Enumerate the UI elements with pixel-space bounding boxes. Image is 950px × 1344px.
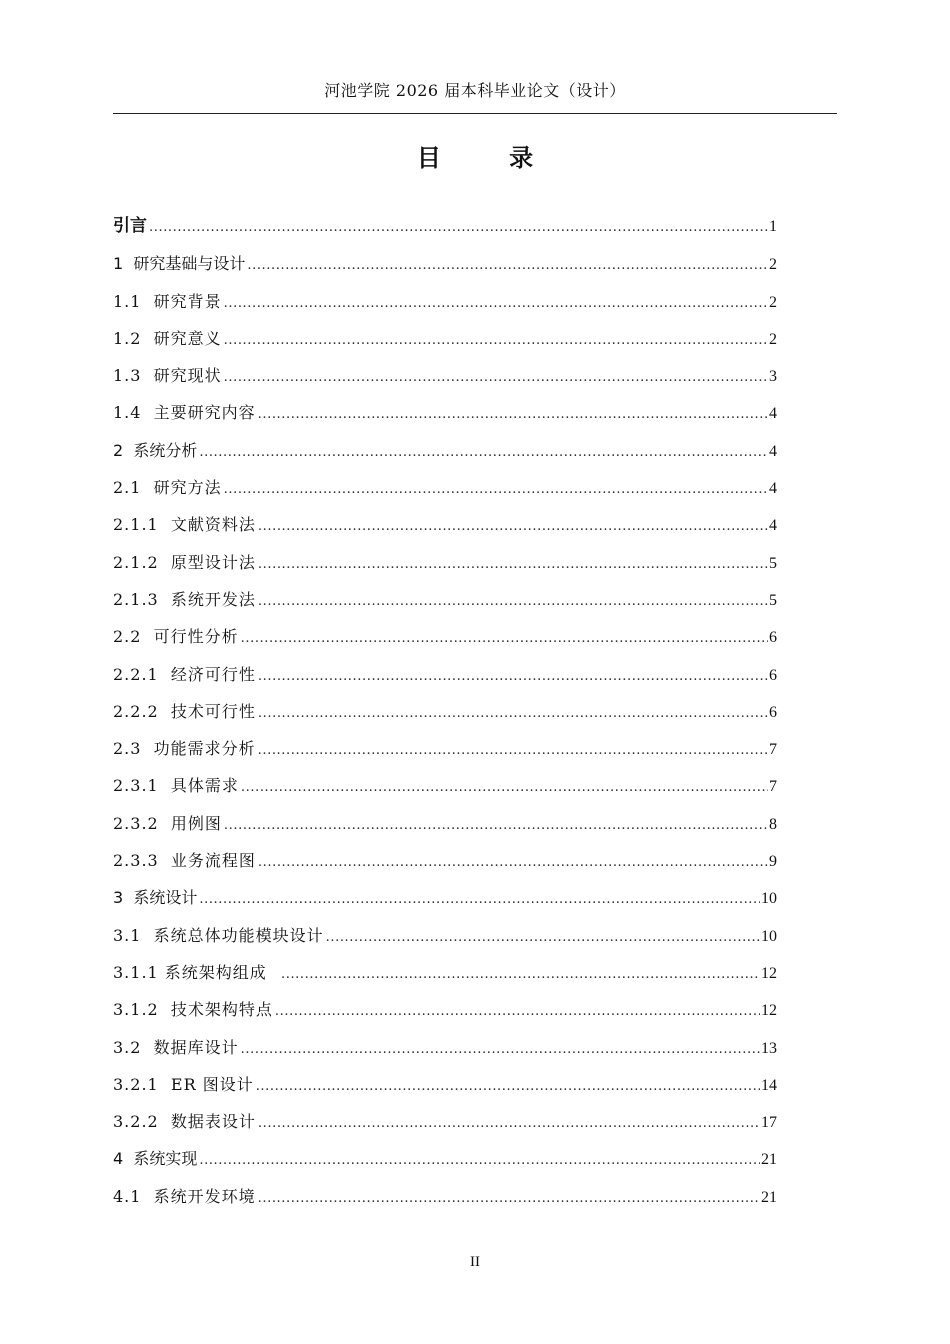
toc-entry-page: 21	[761, 1151, 777, 1169]
toc-dot-leader	[224, 322, 768, 359]
toc-entry-label: 2.2.1 经济可行性	[113, 664, 256, 684]
toc-entry-label: 3.1.1 系统架构组成	[113, 962, 279, 982]
toc-entry-page: 12	[761, 1002, 777, 1020]
toc-entry[interactable]	[113, 656, 777, 693]
toc-entry-label: 3 系统设计	[113, 888, 198, 908]
toc-entry-page: 4	[769, 517, 777, 535]
toc-dot-leader	[256, 1068, 760, 1105]
page-number: II	[470, 1254, 480, 1270]
toc-entry[interactable]	[113, 320, 777, 357]
toc-dot-leader	[258, 508, 768, 545]
toc-entry-page: 10	[761, 927, 777, 945]
toc-dot-leader	[224, 285, 768, 322]
toc-entry[interactable]	[113, 283, 777, 320]
toc-entry[interactable]	[113, 432, 777, 469]
toc-entry-page: 6	[769, 629, 777, 647]
toc-entry[interactable]	[113, 767, 777, 804]
header-divider	[113, 113, 837, 114]
toc-entry-label: 4 系统实现	[113, 1149, 198, 1169]
toc-entry-page: 5	[769, 591, 777, 609]
toc-entry[interactable]	[113, 544, 777, 581]
toc-entry-label: 1 研究基础与设计	[113, 254, 246, 274]
toc-entry[interactable]	[113, 1178, 777, 1215]
toc-entry-label: 2.3.2 用例图	[113, 813, 222, 833]
toc-dot-leader	[281, 956, 760, 993]
toc-dot-leader	[149, 209, 768, 246]
toc-entry[interactable]	[113, 1066, 777, 1103]
toc-entry-page: 6	[769, 666, 777, 684]
toc-dot-leader	[258, 583, 768, 620]
toc-dot-leader	[258, 396, 768, 433]
toc-entry-label: 2.1 研究方法	[113, 478, 222, 498]
toc-entry-page: 2	[769, 293, 777, 311]
running-header: 河池学院 2026 届本科毕业论文（设计）	[324, 81, 626, 100]
toc-entry-page: 2	[769, 330, 777, 348]
toc-dot-leader	[258, 546, 768, 583]
toc-entry-label: 2.2 可行性分析	[113, 627, 239, 647]
toc-entry[interactable]	[113, 208, 777, 245]
toc-entry[interactable]	[113, 1140, 777, 1177]
toc-entry-label: 1.2 研究意义	[113, 328, 222, 348]
toc-entry-page: 10	[761, 890, 777, 908]
toc-entry-label: 3.2.2 数据表设计	[113, 1112, 256, 1132]
table-of-contents	[113, 208, 777, 1215]
toc-entry[interactable]	[113, 917, 777, 954]
toc-entry-page: 4	[769, 405, 777, 423]
toc-entry-page: 7	[769, 741, 777, 759]
toc-entry-label: 3.2 数据库设计	[113, 1037, 239, 1057]
toc-entry[interactable]	[113, 842, 777, 879]
toc-entry[interactable]	[113, 991, 777, 1028]
toc-dot-leader	[224, 471, 768, 508]
toc-entry[interactable]	[113, 1103, 777, 1140]
toc-entry-page: 4	[769, 480, 777, 498]
toc-entry[interactable]	[113, 730, 777, 767]
toc-entry-page: 6	[769, 703, 777, 721]
toc-title: 目 录	[416, 144, 564, 172]
toc-dot-leader	[241, 1031, 760, 1068]
toc-dot-leader	[258, 695, 768, 732]
toc-entry-label: 2.1.1 文献资料法	[113, 515, 256, 535]
toc-entry-page: 3	[769, 368, 777, 386]
toc-dot-leader	[241, 620, 768, 657]
toc-dot-leader	[199, 1142, 760, 1179]
toc-entry-page: 9	[769, 853, 777, 871]
toc-entry-label: 3.1 系统总体功能模块设计	[113, 925, 324, 945]
toc-entry-page: 21	[761, 1188, 777, 1206]
toc-entry-page: 7	[769, 778, 777, 796]
toc-dot-leader	[326, 919, 760, 956]
toc-entry-label: 3.2.1 ER 图设计	[113, 1074, 254, 1094]
toc-entry-label: 2.3.1 具体需求	[113, 776, 239, 796]
toc-entry-label: 1.4 主要研究内容	[113, 403, 256, 423]
toc-dot-leader	[247, 247, 768, 284]
toc-dot-leader	[258, 1105, 760, 1142]
toc-entry-label: 1.3 研究现状	[113, 366, 222, 386]
toc-entry[interactable]	[113, 469, 777, 506]
toc-entry[interactable]	[113, 394, 777, 431]
toc-entry-page: 5	[769, 554, 777, 572]
toc-entry[interactable]	[113, 879, 777, 916]
toc-entry[interactable]	[113, 245, 777, 282]
toc-entry-label: 2.2.2 技术可行性	[113, 701, 256, 721]
toc-entry[interactable]	[113, 506, 777, 543]
toc-entry-label: 2.3 功能需求分析	[113, 739, 256, 759]
toc-entry-page: 2	[769, 256, 777, 274]
toc-entry-label: 2.3.3 业务流程图	[113, 851, 256, 871]
toc-dot-leader	[258, 658, 768, 695]
toc-entry[interactable]	[113, 357, 777, 394]
toc-entry-label: 1.1 研究背景	[113, 291, 222, 311]
toc-dot-leader	[199, 434, 768, 471]
toc-entry-page: 4	[769, 442, 777, 460]
toc-dot-leader	[258, 1180, 760, 1217]
toc-dot-leader	[224, 359, 768, 396]
toc-dot-leader	[275, 993, 760, 1030]
toc-entry-label: 2 系统分析	[113, 440, 198, 460]
toc-dot-leader	[241, 769, 768, 806]
toc-entry-label: 4.1 系统开发环境	[113, 1186, 256, 1206]
toc-entry[interactable]	[113, 618, 777, 655]
toc-dot-leader	[258, 732, 768, 769]
toc-entry-label: 2.1.3 系统开发法	[113, 589, 256, 609]
toc-entry-page: 8	[769, 815, 777, 833]
toc-entry[interactable]	[113, 805, 777, 842]
toc-entry-page: 13	[761, 1039, 777, 1057]
toc-entry-page: 17	[761, 1114, 777, 1132]
toc-entry-page: 1	[769, 218, 777, 235]
toc-entry-label: 3.1.2 技术架构特点	[113, 1000, 273, 1020]
toc-entry-label: 引言	[113, 216, 147, 236]
toc-dot-leader	[199, 881, 760, 918]
toc-dot-leader	[224, 807, 768, 844]
toc-dot-leader	[258, 844, 768, 881]
toc-entry-page: 12	[761, 964, 777, 982]
toc-entry[interactable]	[113, 1029, 777, 1066]
toc-entry-page: 14	[761, 1076, 777, 1094]
toc-entry[interactable]	[113, 581, 777, 618]
toc-entry[interactable]	[113, 954, 777, 991]
toc-entry[interactable]	[113, 693, 777, 730]
toc-entry-label: 2.1.2 原型设计法	[113, 552, 256, 572]
